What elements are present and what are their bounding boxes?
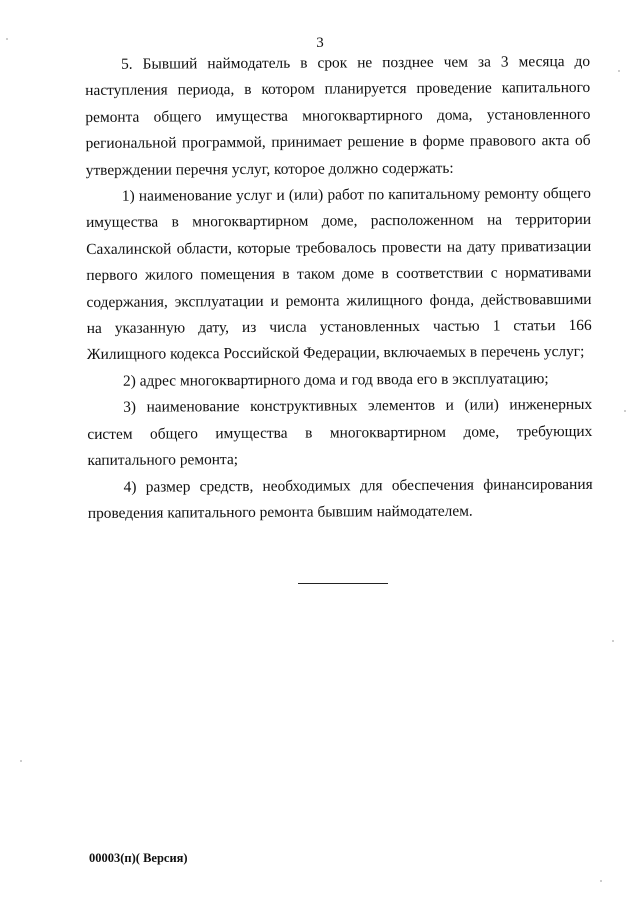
paragraph-subitem-3: 3) наименование конструктивных элементов и (или) инженерных систем общего имущества в многоквартирном доме, требующих капитального ремонта; [87, 396, 593, 470]
end-separator-line [298, 583, 388, 584]
scan-speck [20, 760, 22, 762]
document-body [85, 49, 593, 527]
paragraph-subitem-4: 4) размер средств, необходимых для обеспечения финансирования проведения капитального ремонта бывшим наймодателем. [87, 475, 593, 522]
scan-speck [618, 70, 620, 72]
page-number: 3 [316, 35, 324, 51]
scan-speck [6, 38, 8, 40]
paragraph-subitem-1: 1) наименование услуг и (или) работ по капитальному ремонту общего имущества в многоквартирном доме, расположенном на территории Сахалинской области, которые требовалось провести на дату приватизации первого жилого помещения в таком доме в соответствии с нормативами содержания, эксплуатации и ремонта жилищного фонда, действовавшими на указанную дату, из числа установленных частью 1 статьи 166 Жилищного кодекса Российской Федерации, включаемых в перечень услуг; [85, 184, 592, 364]
scan-speck [600, 880, 602, 882]
paragraph-item-5: 5. Бывший наймодатель в срок не позднее чем за 3 месяца до наступления периода, в котором планируется проведение капитального ремонта общего имущества многоквартирного дома, установленного региональной программой, принимает решение в форме правового акта об утверждении перечня услуг, которое должно содержать: [85, 52, 591, 179]
scan-speck [612, 640, 614, 642]
footer-version-code: 00003(п)( Версия) [89, 851, 188, 865]
scan-speck [624, 410, 626, 412]
paragraph-subitem-2: 2) адрес многоквартирного дома и год ввода его в эксплуатацию; [122, 370, 549, 390]
